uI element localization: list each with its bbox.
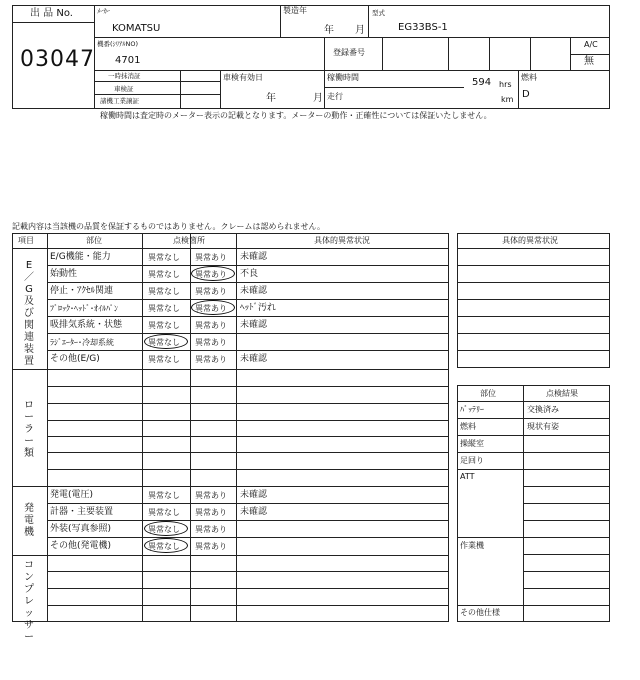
ng-option: 異常あり <box>195 542 227 551</box>
group-generator: 発電機 <box>24 503 34 538</box>
part-label: 外装(写真参照) <box>50 524 112 534</box>
meter-disclaimer: 稼働時間は査定時のメーター表示の記載となります。メーターの動作・正確性については保証いたしません。 <box>100 111 492 120</box>
part-label: 吸排気系統・状態 <box>50 320 123 330</box>
inspection-date-label: 車検有効日 <box>223 73 263 82</box>
mileage-unit: km <box>501 95 514 104</box>
lot-number: 03047 <box>20 47 95 72</box>
ng-option: 異常あり <box>195 355 227 364</box>
model-value: EG33BS-1 <box>398 22 448 33</box>
result-part: 燃料 <box>460 422 476 431</box>
vehicle-inspection-cert: 車検証 <box>114 85 134 93</box>
ok-option: 異常なし <box>148 287 180 296</box>
ng-option: 異常あり <box>195 491 227 500</box>
col-part-header: 部位 <box>86 236 102 245</box>
part-label: 停止・ｱｸｾﾙ関連 <box>50 286 114 296</box>
serial-value: 4701 <box>115 55 141 66</box>
part-label: 計器・主要装置 <box>50 507 114 517</box>
inspection-year-unit: 年 <box>266 93 276 104</box>
ng-option: 異常あり <box>195 270 227 279</box>
selected-mark <box>144 334 188 349</box>
model-label: 型式 <box>372 9 385 17</box>
ng-option: 異常あり <box>195 321 227 330</box>
year-unit: 年 <box>324 25 334 36</box>
inspection-month-unit: 月 <box>313 93 323 104</box>
result-part: 足回り <box>460 456 484 465</box>
ok-option: 異常なし <box>148 304 180 313</box>
ok-option: 異常なし <box>148 525 180 534</box>
maker-value: KOMATSU <box>112 23 161 34</box>
detail-text: 未確認 <box>240 252 268 262</box>
part-label: その他(発電機) <box>50 541 112 551</box>
temp-cancel-cert: 一時抹消証 <box>108 72 141 80</box>
result-part: その他仕様 <box>460 608 500 617</box>
work-machine-cert: 諸機工業譲証 <box>100 97 139 105</box>
ok-option: 異常なし <box>148 321 180 330</box>
ok-option: 異常なし <box>148 355 180 364</box>
col-check-header: 点検箇所 <box>173 236 205 245</box>
result-part: ATT <box>460 472 475 481</box>
detail-box <box>457 233 610 368</box>
ng-option: 異常あり <box>195 304 227 313</box>
group-engine: E／G及び関連装置 <box>24 260 34 367</box>
year-label: 製造年 <box>283 6 307 15</box>
result-part: ﾊﾞｯﾃﾘｰ <box>460 405 484 414</box>
ok-option: 異常なし <box>148 508 180 517</box>
part-label: 始動性 <box>50 269 78 279</box>
detail-text: 不良 <box>240 269 259 279</box>
selected-mark <box>144 538 188 553</box>
part-label: 発電(電圧) <box>50 490 94 500</box>
detail-text: 未確認 <box>240 507 268 517</box>
ng-option: 異常あり <box>195 253 227 262</box>
ng-option: 異常あり <box>195 525 227 534</box>
detail-box-title: 具体的異常状況 <box>502 236 558 245</box>
selected-mark <box>191 300 235 315</box>
part-label: ﾌﾞﾛｯｸ･ﾍｯﾄﾞ･ｵｲﾙﾊﾟﾝ <box>50 304 118 313</box>
group-roller: ローラー類 <box>24 400 34 459</box>
detail-text: 未確認 <box>240 354 268 364</box>
ok-option: 異常なし <box>148 338 180 347</box>
detail-text: 未確認 <box>240 320 268 330</box>
detail-text: 未確認 <box>240 490 268 500</box>
col-detail-header: 具体的異常状況 <box>314 236 370 245</box>
ok-option: 異常なし <box>148 253 180 262</box>
ng-option: 異常あり <box>195 287 227 296</box>
detail-text: 未確認 <box>240 286 268 296</box>
ok-option: 異常なし <box>148 270 180 279</box>
fuel-value: D <box>522 89 530 100</box>
selected-mark <box>191 266 235 281</box>
results-result-header: 点検結果 <box>546 389 578 398</box>
group-compressor: コンプレッサー <box>24 560 34 643</box>
mileage-label: 走行 <box>327 92 343 101</box>
results-part-header: 部位 <box>480 389 496 398</box>
detail-text: ﾍｯﾄﾞ汚れ <box>240 303 277 313</box>
ok-option: 異常なし <box>148 491 180 500</box>
ac-value: 無 <box>584 56 594 67</box>
result-value: 交換済み <box>527 405 559 414</box>
fuel-label: 燃料 <box>521 73 537 82</box>
col-item-header: 項目 <box>18 236 34 245</box>
hours-value: 594 <box>472 77 492 88</box>
hours-label: 稼働時間 <box>327 73 359 82</box>
lot-number-label: 出 品 No. <box>30 8 73 19</box>
result-part: 作業機 <box>460 541 484 550</box>
ok-option: 異常なし <box>148 542 180 551</box>
result-value: 現状有姿 <box>527 422 559 431</box>
part-label: その他(E/G) <box>50 354 100 364</box>
month-unit: 月 <box>355 25 365 36</box>
ng-option: 異常あり <box>195 338 227 347</box>
ng-option: 異常あり <box>195 508 227 517</box>
maker-label: ﾒｰｶｰ <box>97 7 110 15</box>
serial-label: 機番(ｼﾘｱﾙNO) <box>97 40 139 48</box>
registration-label: 登録番号 <box>333 48 365 57</box>
result-part: 操縦室 <box>460 439 484 448</box>
part-label: ﾗｼﾞｴｰﾀｰ･冷却系統 <box>50 338 114 347</box>
ac-label: A/C <box>584 40 598 49</box>
part-label: E/G機能・能力 <box>50 252 111 262</box>
quality-disclaimer: 記載内容は当該機の品質を保証するものではありません。クレームは認められません。 <box>12 222 325 231</box>
selected-mark <box>144 521 188 536</box>
hours-unit: hrs <box>499 80 512 89</box>
